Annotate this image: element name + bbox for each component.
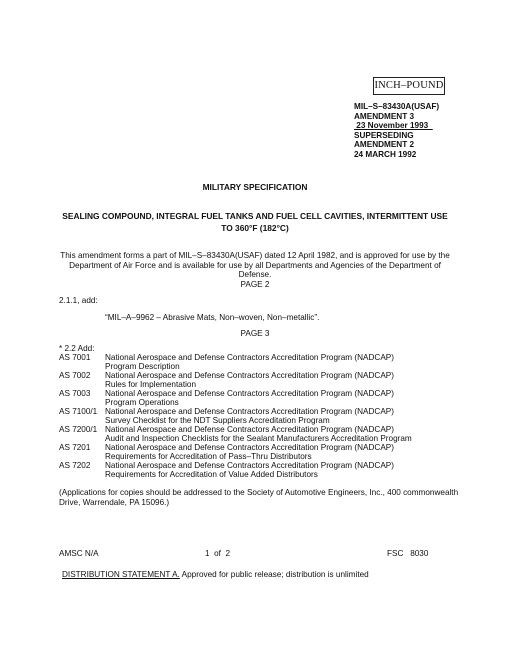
inch-pound-box: INCH–POUND bbox=[373, 77, 445, 95]
standard-line-1: National Aerospace and Defense Contractors Accreditation Program (NADCAP) bbox=[105, 371, 394, 380]
standard-number: AS 7003 bbox=[59, 389, 91, 398]
amendment-date: 23 November 1993 bbox=[354, 121, 433, 131]
distribution-statement bbox=[62, 570, 369, 579]
para-2-2: * 2.2 Add: bbox=[59, 344, 95, 353]
standard-description bbox=[105, 353, 501, 371]
standard-line-2: Program Description bbox=[105, 362, 180, 372]
distribution-text: Approved for public release; distribution is unlimited bbox=[179, 570, 369, 579]
para-2-1-1-text: “MIL–A–9962 – Abrasive Mats, Non–woven, Non–metallic”. bbox=[105, 313, 320, 322]
page-3-label: PAGE 3 bbox=[240, 329, 270, 338]
standard-description bbox=[105, 443, 501, 461]
superseded-date: 24 MARCH 1992 bbox=[354, 149, 417, 159]
standard-line-1: National Aerospace and Defense Contractors Accreditation Program (NADCAP) bbox=[105, 425, 394, 434]
distribution-label: DISTRIBUTION STATEMENT A. bbox=[62, 570, 180, 579]
standard-line-1: National Aerospace and Defense Contractors Accreditation Program (NADCAP) bbox=[105, 353, 394, 362]
superseded-amendment: AMENDMENT 2 bbox=[354, 140, 415, 150]
standard-line-2: Audit and Inspection Checklists for the Sealant Manufacturers Accreditation Program bbox=[105, 434, 412, 444]
page-2-label: PAGE 2 bbox=[240, 280, 270, 289]
standard-line-1: National Aerospace and Defense Contractors Accreditation Program (NADCAP) bbox=[105, 407, 394, 416]
amendment-number: AMENDMENT 3 bbox=[354, 111, 415, 121]
doc-id: MIL–S–83430A(USAF) bbox=[354, 102, 440, 111]
standard-line-1: National Aerospace and Defense Contractors Accreditation Program (NADCAP) bbox=[105, 461, 394, 470]
standard-line-2: Program Operations bbox=[105, 398, 179, 408]
standard-number: AS 7201 bbox=[59, 443, 91, 452]
intro-paragraph: This amendment forms a part of MIL–S–83430A(USAF) dated 12 April 1982, and is approved for use by the Department of Air Force and is available for use by all Departments and Agencies of the Department of Defense. bbox=[60, 251, 450, 280]
superseding-label: SUPERSEDING bbox=[354, 130, 414, 140]
standard-number: AS 7001 bbox=[59, 353, 91, 362]
standard-description bbox=[105, 425, 501, 443]
amsc-label: AMSC N/A bbox=[59, 549, 99, 558]
standard-number: AS 7002 bbox=[59, 371, 91, 380]
standard-line-1: National Aerospace and Defense Contractors Accreditation Program (NADCAP) bbox=[105, 389, 394, 398]
standard-number: AS 7202 bbox=[59, 461, 91, 470]
standard-line-1: National Aerospace and Defense Contractors Accreditation Program (NADCAP) bbox=[105, 443, 394, 452]
document-header-block bbox=[354, 102, 439, 160]
page-number: 1 of 2 bbox=[205, 549, 231, 558]
fsc-code: FSC 8030 bbox=[387, 549, 429, 558]
standard-number: AS 7200/1 bbox=[59, 425, 98, 434]
standard-description bbox=[105, 389, 501, 407]
para-2-1-1: 2.1.1, add: bbox=[59, 296, 98, 305]
title-line-2: TO 360°F (182°C) bbox=[221, 223, 289, 233]
standard-line-2: Survey Checklist for the NDT Suppliers Accreditation Program bbox=[105, 416, 330, 426]
spec-type-heading: MILITARY SPECIFICATION bbox=[202, 182, 308, 192]
standard-line-2: Requirements for Accreditation of Value Added Distributors bbox=[105, 470, 318, 480]
standard-description bbox=[105, 461, 501, 479]
standard-description bbox=[105, 407, 501, 425]
standard-description bbox=[105, 371, 501, 389]
standard-line-2: Rules for Implementation bbox=[105, 380, 197, 390]
document-title bbox=[0, 210, 510, 234]
standard-line-2: Requirements for Accreditation of Pass–Thru Distributors bbox=[105, 452, 312, 462]
standard-number: AS 7100/1 bbox=[59, 407, 98, 416]
title-line-1: SEALING COMPOUND, INTEGRAL FUEL TANKS AND FUEL CELL CAVITIES, INTERMITTENT USE bbox=[62, 211, 448, 221]
applications-note: (Applications for copies should be addressed to the Society of Automotive Engineers, Inc., 400 commonwealth Drive, Warrendale, PA 15096.) bbox=[59, 488, 459, 507]
